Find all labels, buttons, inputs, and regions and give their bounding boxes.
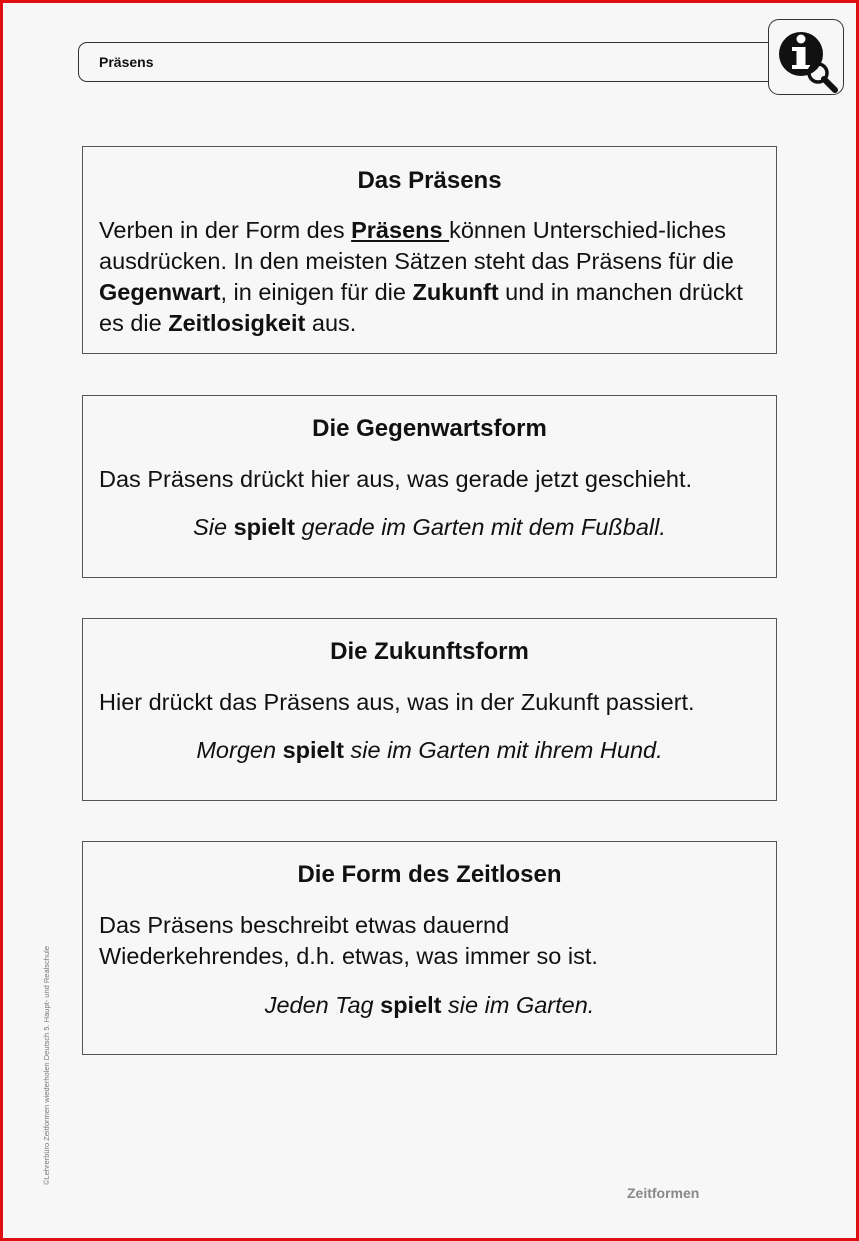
card-body: Das Präsens beschreibt etwas dauernd Wiederkehrendes, d.h. etwas, was immer so ist.: [99, 912, 598, 969]
card-body: Verben in der Form des Präsens können Unterschied-liches ausdrücken. In den meisten Sätzen steht das Präsens für die Gegenwart, in einigen für die Zukunft und in manchen drückt es die Zeitlosigkeit aus.: [99, 217, 743, 336]
card-body: Das Präsens drückt hier aus, was gerade jetzt geschieht.: [99, 466, 693, 492]
keyword-praesens: Präsens: [351, 217, 450, 243]
card-title: Das Präsens: [357, 167, 502, 194]
header-bar: [78, 42, 778, 82]
card-gegenwartsform: [82, 395, 777, 578]
card-title: Die Zukunftsform: [330, 638, 529, 665]
keyword-zeitlosigkeit: Zeitlosigkeit: [168, 310, 306, 336]
card-zukunftsform: [82, 618, 777, 801]
card-title: Die Form des Zeitlosen: [297, 861, 562, 888]
info-magnifier-icon: [768, 19, 844, 95]
card-body: Hier drückt das Präsens aus, was in der Zukunft passiert.: [99, 689, 695, 715]
copyright-note: ©Lehrerbüro Zeitformen wiederholen Deutsch 5. Haupt- und Realschule: [42, 946, 51, 1185]
card-zeitlosen: [82, 841, 777, 1055]
example-sentence: Jeden Tag spielt sie im Garten.: [264, 992, 595, 1018]
card-title: Die Gegenwartsform: [312, 415, 547, 442]
footer-label: Zeitformen: [627, 1185, 700, 1201]
example-sentence: Morgen spielt sie im Garten mit ihrem Hund.: [196, 737, 663, 763]
example-sentence: Sie spielt gerade im Garten mit dem Fußball.: [193, 514, 666, 540]
page-title: Präsens: [99, 54, 154, 70]
keyword-zukunft: Zukunft: [412, 279, 499, 305]
card-praesens-intro: [82, 146, 777, 354]
keyword-gegenwart: Gegenwart: [99, 279, 221, 305]
